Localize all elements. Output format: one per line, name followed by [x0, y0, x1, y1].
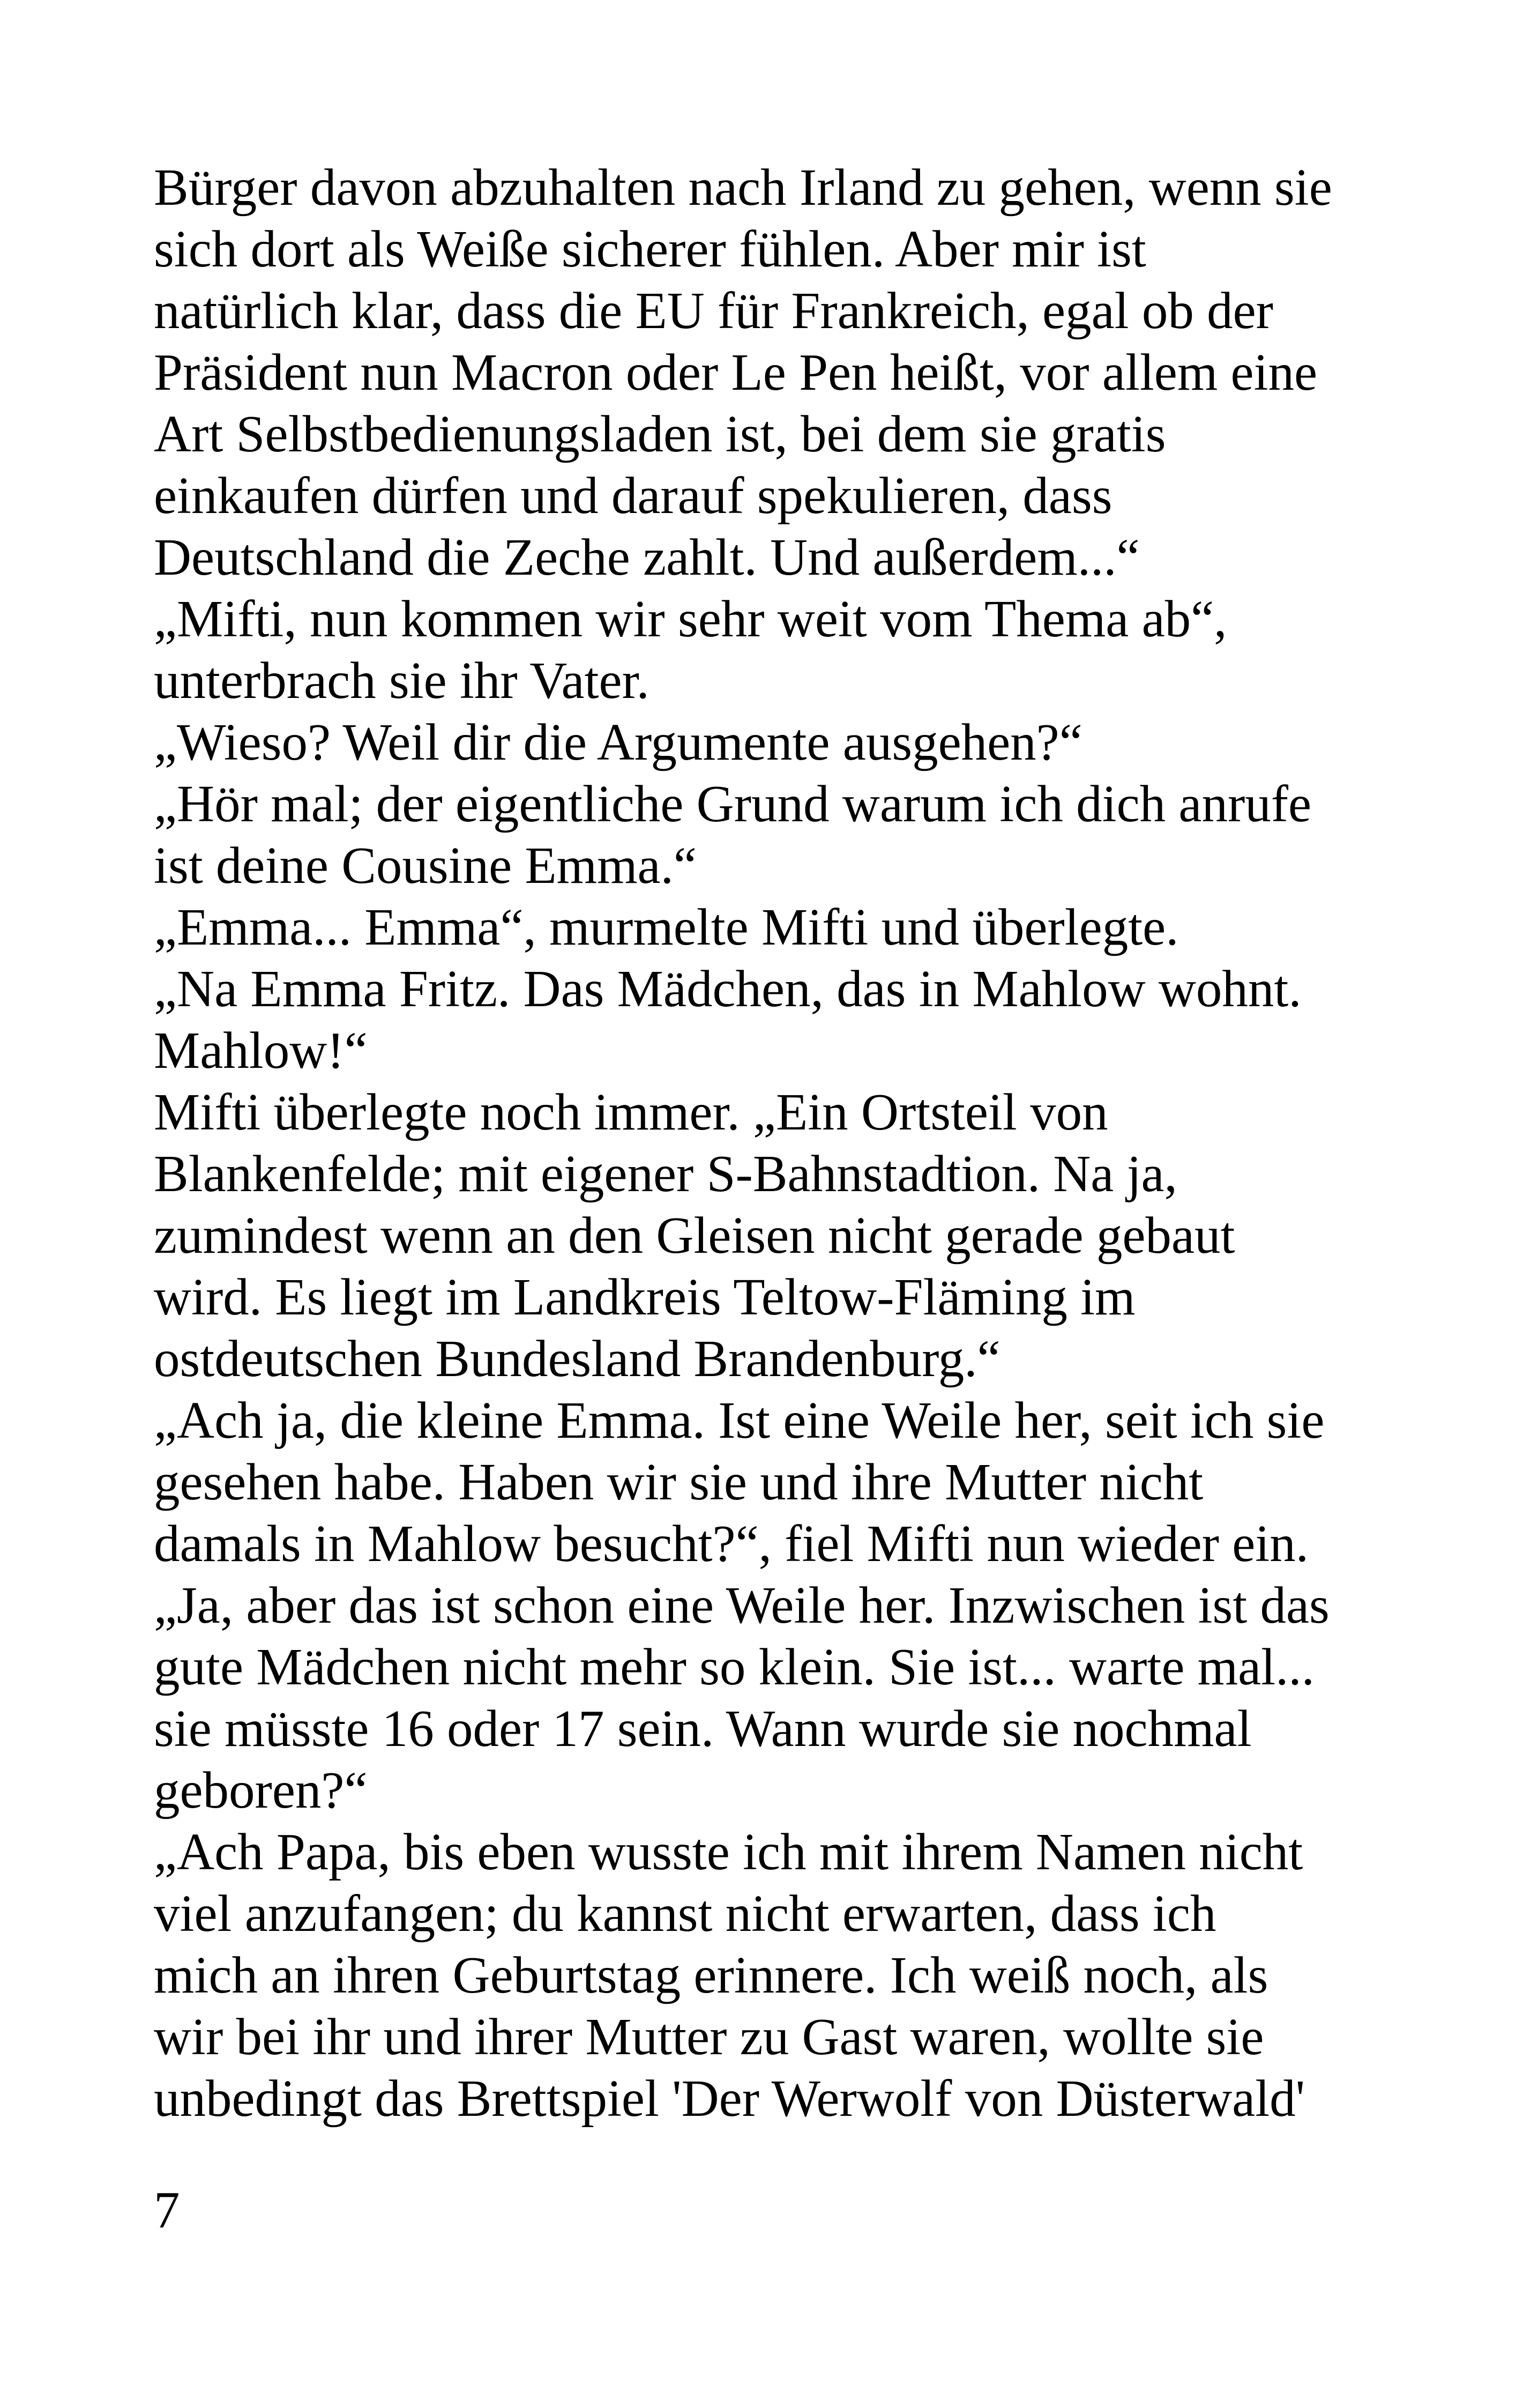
text-line: „Mifti, nun kommen wir sehr weit vom Thema ab“, [154, 590, 1227, 648]
body-text [154, 157, 1386, 2129]
text-line: „Hör mal; der eigentliche Grund warum ich dich anrufe [154, 775, 1312, 833]
text-line: sie müsste 16 oder 17 sein. Wann wurde sie nochmal [154, 1700, 1252, 1757]
text-line: „Wieso? Weil dir die Argumente ausgehen?“ [154, 714, 1082, 771]
text-line: Deutschland die Zeche zahlt. Und außerdem...“ [154, 529, 1140, 586]
text-line: ist deine Cousine Emma.“ [154, 837, 697, 894]
text-line: Mifti überlegte noch immer. „Ein Ortsteil von [154, 1083, 1108, 1141]
text-line: natürlich klar, dass die EU für Frankreich, egal ob der [154, 282, 1273, 339]
text-line: geboren?“ [154, 1762, 368, 1819]
text-line: Präsident nun Macron oder Le Pen heißt, vor allem eine [154, 344, 1318, 401]
text-line: Bürger davon abzuhalten nach Irland zu gehen, wenn sie [154, 159, 1332, 216]
text-line: viel anzufangen; du kannst nicht erwarten, dass ich [154, 1885, 1216, 1942]
text-line: „Ja, aber das ist schon eine Weile her. Inzwischen ist das [154, 1577, 1330, 1634]
text-line: „Ach Papa, bis eben wusste ich mit ihrem Namen nicht [154, 1823, 1303, 1881]
text-line: unbedingt das Brettspiel 'Der Werwolf von Düsterwald' [154, 2070, 1305, 2127]
text-line: Blankenfelde; mit eigener S-Bahnstadtion. Na ja, [154, 1145, 1177, 1202]
text-line: zumindest wenn an den Gleisen nicht gerade gebaut [154, 1207, 1235, 1264]
text-line: „Emma... Emma“, murmelte Mifti und überlegte. [154, 898, 1179, 956]
text-line: „Na Emma Fritz. Das Mädchen, das in Mahlow wohnt. [154, 960, 1302, 1017]
text-line: Mahlow!“ [154, 1022, 368, 1079]
text-line: einkaufen dürfen und darauf spekulieren, dass [154, 467, 1113, 524]
text-line: wir bei ihr und ihrer Mutter zu Gast waren, wollte sie [154, 2008, 1264, 2065]
text-line: damals in Mahlow besucht?“, fiel Mifti nun wieder ein. [154, 1515, 1309, 1572]
text-line: sich dort als Weiße sicherer fühlen. Aber mir ist [154, 220, 1146, 278]
text-line: wird. Es liegt im Landkreis Teltow-Fläming im [154, 1268, 1136, 1326]
text-line: gesehen habe. Haben wir sie und ihre Mutter nicht [154, 1453, 1204, 1511]
text-line: ostdeutschen Bundesland Brandenburg.“ [154, 1330, 1001, 1387]
text-line: unterbrach sie ihr Vater. [154, 652, 649, 709]
page-number: 7 [154, 2181, 180, 2239]
text-line: gute Mädchen nicht mehr so klein. Sie ist... warte mal... [154, 1638, 1315, 1696]
text-line: Art Selbstbedienungsladen ist, bei dem sie gratis [154, 405, 1166, 463]
text-line: mich an ihren Geburtstag erinnere. Ich weiß noch, als [154, 1946, 1268, 2004]
text-line: „Ach ja, die kleine Emma. Ist eine Weile her, seit ich sie [154, 1392, 1325, 1449]
